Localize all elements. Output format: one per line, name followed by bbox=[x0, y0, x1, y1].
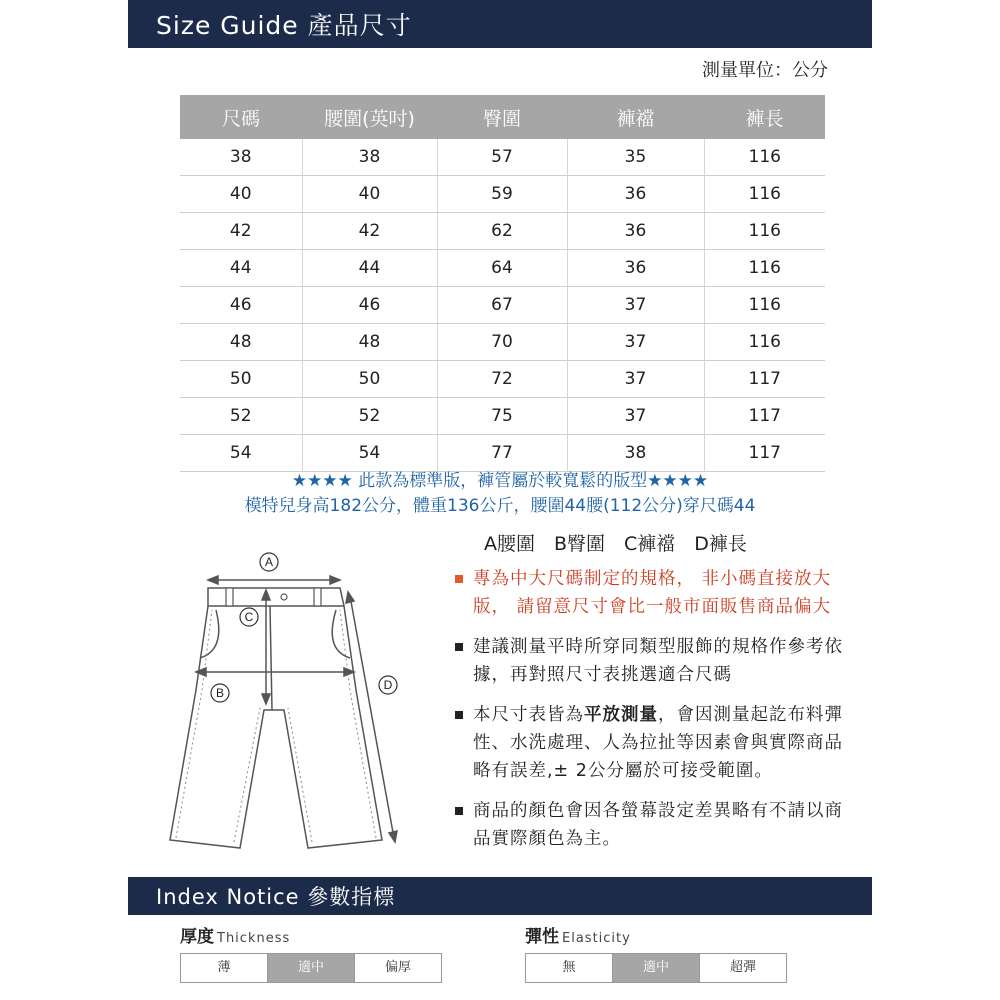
cell-hip: 75 bbox=[437, 398, 567, 435]
cell-rise: 37 bbox=[567, 398, 704, 435]
thickness-option-medium: 適中 bbox=[267, 954, 354, 982]
notice-item-color: 商品的顏色會因各螢幕設定差異略有不請以商品實際顏色為主。 bbox=[455, 797, 845, 853]
thickness-title: 厚度 Thickness bbox=[180, 927, 291, 947]
size-table bbox=[180, 95, 825, 472]
header-length: 褲長 bbox=[704, 95, 825, 139]
table-row bbox=[180, 361, 825, 398]
header-hip: 臀圍 bbox=[437, 95, 567, 139]
bullet-marker bbox=[455, 807, 463, 815]
belt-loop bbox=[226, 588, 233, 606]
cell-length: 117 bbox=[704, 435, 825, 472]
elasticity-option-super: 超彈 bbox=[699, 954, 786, 982]
cell-size: 38 bbox=[180, 139, 302, 176]
cell-hip: 72 bbox=[437, 361, 567, 398]
model-note: 模特兒身高182公分，體重136公斤，腰圍44腰(112公分)穿尺碼44 bbox=[244, 496, 756, 516]
cell-rise: 36 bbox=[567, 213, 704, 250]
index-notice-banner bbox=[128, 877, 872, 915]
cell-hip: 64 bbox=[437, 250, 567, 287]
label-d: D bbox=[383, 678, 393, 692]
rise-arrow-bottom bbox=[262, 694, 270, 704]
cell-rise: 37 bbox=[567, 324, 704, 361]
cell-waist: 50 bbox=[302, 361, 437, 398]
length-arrow-top bbox=[346, 592, 354, 603]
waist-button bbox=[281, 594, 287, 600]
cell-hip: 59 bbox=[437, 176, 567, 213]
bullet-marker bbox=[455, 643, 463, 651]
table-row bbox=[180, 213, 825, 250]
notice-item-measure-advice: 建議測量平時所穿同類型服飾的規格作參考依據，再對照尺寸表挑選適合尺碼 bbox=[455, 633, 845, 689]
table-row bbox=[180, 176, 825, 213]
cell-rise: 35 bbox=[567, 139, 704, 176]
cell-length: 116 bbox=[704, 139, 825, 176]
cell-rise: 37 bbox=[567, 361, 704, 398]
cell-length: 116 bbox=[704, 250, 825, 287]
fit-note: ★★★★ 此款為標準版，褲管屬於較寬鬆的版型★★★★ bbox=[291, 471, 709, 491]
cell-waist: 42 bbox=[302, 213, 437, 250]
notice-item-plus-size: 專為中大尺碼制定的規格， 非小碼直接放大版， 請留意尺寸會比一般市面販售商品偏大 bbox=[455, 565, 845, 621]
table-header-row bbox=[180, 95, 825, 139]
length-measure-line bbox=[350, 596, 394, 838]
cell-waist: 48 bbox=[302, 324, 437, 361]
cell-size: 52 bbox=[180, 398, 302, 435]
flat-measure-emphasis: 平放測量 bbox=[584, 705, 658, 725]
cell-size: 48 bbox=[180, 324, 302, 361]
label-a: A bbox=[264, 555, 274, 569]
index-notice-title: Index Notice 參數指標 bbox=[156, 885, 396, 909]
cell-size: 46 bbox=[180, 287, 302, 324]
elasticity-index bbox=[525, 922, 787, 983]
elasticity-title: 彈性 Elasticity bbox=[525, 927, 631, 947]
header-waist: 腰圍(英吋) bbox=[302, 95, 437, 139]
elasticity-option-medium: 適中 bbox=[612, 954, 699, 982]
cell-hip: 57 bbox=[437, 139, 567, 176]
table-row bbox=[180, 139, 825, 176]
cell-waist: 40 bbox=[302, 176, 437, 213]
cell-length: 117 bbox=[704, 361, 825, 398]
thickness-scale bbox=[180, 953, 442, 983]
measurement-legend: A腰圍 B臀圍 C褲襠 D褲長 bbox=[484, 533, 747, 555]
cell-length: 116 bbox=[704, 287, 825, 324]
measurement-unit: 測量單位：公分 bbox=[702, 60, 828, 81]
cell-size: 54 bbox=[180, 435, 302, 472]
rise-arrow-top bbox=[262, 590, 270, 600]
notice-list bbox=[455, 565, 845, 865]
thickness-option-thin: 薄 bbox=[217, 960, 231, 975]
cell-hip: 70 bbox=[437, 324, 567, 361]
table-row bbox=[180, 250, 825, 287]
cell-length: 116 bbox=[704, 324, 825, 361]
thickness-index bbox=[180, 922, 442, 983]
cell-waist: 38 bbox=[302, 139, 437, 176]
cell-rise: 36 bbox=[567, 176, 704, 213]
cell-rise: 37 bbox=[567, 287, 704, 324]
cell-rise: 36 bbox=[567, 250, 704, 287]
thickness-option-thick: 偏厚 bbox=[354, 954, 441, 982]
table-row bbox=[180, 287, 825, 324]
table-row bbox=[180, 398, 825, 435]
cell-hip: 67 bbox=[437, 287, 567, 324]
cell-rise: 38 bbox=[567, 435, 704, 472]
cell-waist: 52 bbox=[302, 398, 437, 435]
cell-size: 50 bbox=[180, 361, 302, 398]
table-row bbox=[180, 324, 825, 361]
header-rise: 褲襠 bbox=[567, 95, 704, 139]
belt-loop bbox=[314, 588, 321, 606]
cell-hip: 77 bbox=[437, 435, 567, 472]
header-size: 尺碼 bbox=[180, 95, 302, 139]
pants-outline bbox=[170, 588, 382, 848]
cell-hip: 62 bbox=[437, 213, 567, 250]
cell-waist: 46 bbox=[302, 287, 437, 324]
cell-length: 116 bbox=[704, 213, 825, 250]
waist-arrow-left bbox=[208, 576, 218, 584]
cell-size: 42 bbox=[180, 213, 302, 250]
size-guide-banner bbox=[128, 0, 872, 48]
cell-waist: 44 bbox=[302, 250, 437, 287]
label-c: C bbox=[244, 610, 254, 624]
length-arrow-bottom bbox=[389, 831, 397, 842]
waist-arrow-right bbox=[330, 576, 340, 584]
elasticity-option-none: 無 bbox=[562, 960, 576, 975]
label-b: B bbox=[215, 686, 225, 700]
cell-length: 117 bbox=[704, 398, 825, 435]
bullet-marker bbox=[455, 575, 463, 583]
cell-length: 116 bbox=[704, 176, 825, 213]
cell-size: 44 bbox=[180, 250, 302, 287]
cell-waist: 54 bbox=[302, 435, 437, 472]
size-guide-title: Size Guide 產品尺寸 bbox=[156, 11, 412, 40]
cell-size: 40 bbox=[180, 176, 302, 213]
pants-diagram bbox=[160, 550, 410, 860]
notice-item-flat-measure: 本尺寸表皆為平放測量，會因測量起訖布料彈性、水洗處理、人為拉扯等因素會與實際商品略有誤差,± 2公分屬於可接受範圍。 bbox=[455, 701, 845, 785]
elasticity-scale bbox=[525, 953, 787, 983]
bullet-marker bbox=[455, 711, 463, 719]
